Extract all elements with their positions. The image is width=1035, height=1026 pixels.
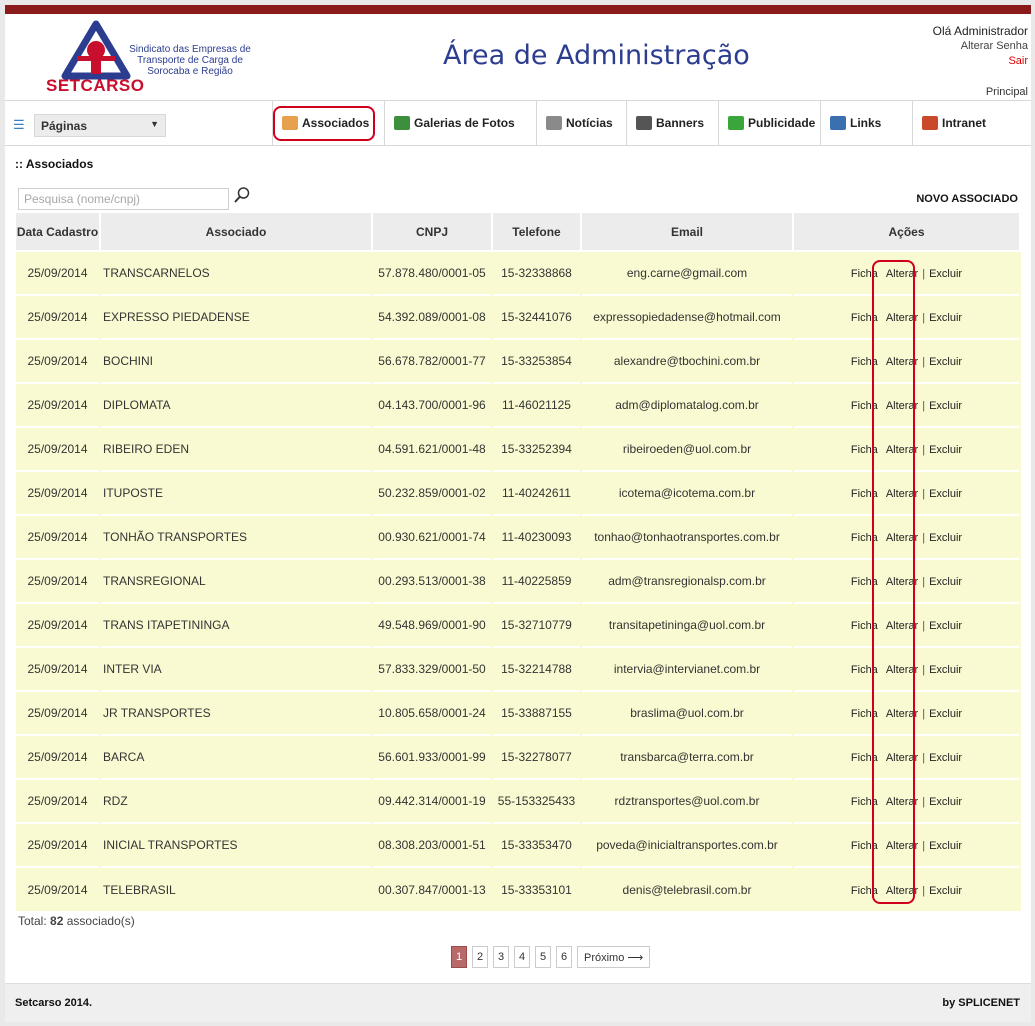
action-separator: | (922, 620, 926, 632)
action-separator: | (922, 444, 926, 456)
cell-phone: 11-40225859 (492, 559, 581, 603)
menu-item-label: Links (850, 116, 882, 130)
cell-date: 25/09/2014 (16, 251, 100, 295)
cell-date: 25/09/2014 (16, 735, 100, 779)
cell-name: INICIAL TRANSPORTES (100, 823, 372, 867)
cell-phone: 15-32338868 (492, 251, 581, 295)
section-title: :: Associados (15, 157, 94, 171)
edit-record-link[interactable]: Alterar (885, 664, 919, 676)
cell-cnpj: 08.308.203/0001-51 (372, 823, 492, 867)
cell-cnpj: 09.442.314/0001-19 (372, 779, 492, 823)
main-nav (5, 100, 1031, 146)
cell-email: braslima@uol.com.br (581, 691, 793, 735)
edit-record-link[interactable]: Alterar (885, 620, 919, 632)
view-record-link[interactable]: Ficha (850, 400, 878, 412)
view-record-link[interactable]: Ficha (850, 752, 878, 764)
delete-record-link[interactable]: Excluir (929, 356, 963, 368)
action-separator: | (922, 884, 926, 897)
menu-item-label: Banners (656, 116, 705, 130)
cell-email: intervia@intervianet.com.br (581, 647, 793, 691)
cell-cnpj: 04.591.621/0001-48 (372, 427, 492, 471)
next-page-button[interactable]: Próximo ⟶ (577, 946, 650, 968)
column-header-email[interactable]: Email (581, 213, 793, 251)
cell-date: 25/09/2014 (16, 515, 100, 559)
cell-phone: 15-32710779 (492, 603, 581, 647)
menu-item-4[interactable] (718, 101, 820, 145)
delete-record-link[interactable]: Excluir (929, 444, 963, 456)
delete-record-link[interactable]: Excluir (929, 884, 963, 897)
page-button-2[interactable]: 2 (472, 946, 488, 968)
search-input[interactable] (18, 188, 229, 210)
cell-name: INTER VIA (100, 647, 372, 691)
logo-mark-icon (61, 20, 131, 80)
column-header-cnpj[interactable]: CNPJ (372, 213, 492, 251)
cell-cnpj: 57.833.329/0001-50 (372, 647, 492, 691)
principal-link[interactable]: Principal (985, 86, 1028, 98)
cell-cnpj: 00.930.621/0001-74 (372, 515, 492, 559)
delete-record-link[interactable]: Excluir (929, 708, 963, 720)
cell-phone: 15-33887155 (492, 691, 581, 735)
cell-phone: 15-33253854 (492, 339, 581, 383)
user-greeting: Olá Administrador (932, 24, 1028, 38)
view-record-link[interactable]: Ficha (850, 620, 878, 632)
cell-cnpj: 49.548.969/0001-90 (372, 603, 492, 647)
cell-phone: 11-40230093 (492, 515, 581, 559)
total-number: 82 (50, 914, 64, 928)
cell-name: TRANSCARNELOS (100, 251, 372, 295)
cell-phone: 15-33353101 (492, 867, 581, 911)
cell-email: ribeiroeden@uol.com.br (581, 427, 793, 471)
table-row (16, 559, 1020, 603)
cell-cnpj: 56.678.782/0001-77 (372, 339, 492, 383)
view-record-link[interactable]: Ficha (850, 576, 878, 588)
pages-dropdown-label: Páginas (41, 119, 88, 133)
delete-record-link[interactable]: Excluir (929, 576, 963, 588)
globe-icon (728, 116, 744, 130)
delete-record-link[interactable]: Excluir (929, 268, 963, 280)
cell-phone: 15-33353470 (492, 823, 581, 867)
active-menu-highlight (273, 106, 375, 141)
cell-phone: 11-46021125 (492, 383, 581, 427)
logo-name: SETCARSO (46, 76, 145, 95)
edit-record-link[interactable]: Alterar (885, 752, 919, 764)
admin-shell (5, 14, 1031, 1022)
table-row (16, 647, 1020, 691)
cell-email: adm@diplomatalog.com.br (581, 383, 793, 427)
table-row (16, 427, 1020, 471)
edit-record-link[interactable]: Alterar (885, 268, 919, 280)
cell-phone: 15-33252394 (492, 427, 581, 471)
setcarso-logo[interactable] (41, 18, 251, 98)
top-bar (5, 5, 1031, 14)
delete-record-link[interactable]: Excluir (929, 488, 963, 500)
edit-record-link[interactable]: Alterar (885, 400, 919, 412)
search-icon[interactable] (233, 186, 251, 204)
logo-subtitle: Sindicato das Empresas de Transporte de Carga de Sorocaba e Região (129, 44, 251, 77)
edit-record-link[interactable]: Alterar (885, 488, 919, 500)
cell-cnpj: 57.878.480/0001-05 (372, 251, 492, 295)
total-count (18, 914, 135, 928)
banner-icon (636, 116, 652, 130)
menu-item-2[interactable] (536, 101, 626, 145)
action-separator: | (922, 356, 926, 368)
cell-name: ITUPOSTE (100, 471, 372, 515)
cell-email: adm@transregionalsp.com.br (581, 559, 793, 603)
cell-email: tonhao@tonhaotransportes.com.br (581, 515, 793, 559)
new-associate-button[interactable]: NOVO ASSOCIADO (916, 193, 1018, 205)
delete-record-link[interactable]: Excluir (929, 664, 963, 676)
view-record-link[interactable]: Ficha (850, 312, 878, 324)
column-header-name[interactable]: Associado (100, 213, 372, 251)
page-button-3[interactable]: 3 (493, 946, 509, 968)
cell-date: 25/09/2014 (16, 339, 100, 383)
action-separator: | (922, 796, 926, 808)
total-prefix: Total: (18, 914, 47, 928)
page-button-5[interactable]: 5 (535, 946, 551, 968)
edit-record-link[interactable]: Alterar (885, 576, 919, 588)
cell-name: EXPRESSO PIEDADENSE (100, 295, 372, 339)
menu-bar (272, 101, 1022, 145)
pages-dropdown[interactable] (34, 114, 166, 137)
edit-record-link[interactable]: Alterar (885, 312, 919, 324)
column-header-actions: Ações (793, 213, 1020, 251)
user-box (933, 24, 1028, 69)
edit-record-link[interactable]: Alterar (885, 444, 919, 456)
menu-item-3[interactable] (626, 101, 718, 145)
delete-record-link[interactable]: Excluir (929, 752, 963, 764)
cell-date: 25/09/2014 (16, 427, 100, 471)
table-header-row (16, 213, 1020, 251)
action-separator: | (922, 840, 926, 852)
action-separator: | (922, 488, 926, 500)
table-row (16, 603, 1020, 647)
view-record-link[interactable]: Ficha (850, 532, 878, 544)
cell-email: denis@telebrasil.com.br (581, 867, 793, 911)
action-separator: | (922, 312, 926, 324)
edit-record-link[interactable]: Alterar (885, 708, 919, 720)
column-header-date[interactable]: Data Cadastro (16, 213, 100, 251)
cell-email: expressopiedadense@hotmail.com (581, 295, 793, 339)
action-separator: | (922, 752, 926, 764)
table-row (16, 515, 1020, 559)
total-suffix: associado(s) (66, 914, 135, 928)
table-row (16, 339, 1020, 383)
delete-record-link[interactable]: Excluir (929, 840, 963, 852)
action-separator: | (922, 708, 926, 720)
table-row (16, 867, 1020, 911)
delete-record-link[interactable]: Excluir (929, 796, 963, 808)
menu-item-label: Associados (302, 116, 370, 130)
table-row (16, 779, 1020, 823)
cell-name: TONHÃO TRANSPORTES (100, 515, 372, 559)
action-separator: | (922, 532, 926, 544)
menu-item-1[interactable] (384, 101, 536, 145)
footer-copyright: Setcarso 2014. (15, 997, 93, 1009)
photo-gallery-icon (394, 116, 410, 130)
cell-email: icotema@icotema.com.br (581, 471, 793, 515)
view-record-link[interactable]: Ficha (850, 796, 878, 808)
action-separator: | (922, 268, 926, 280)
cell-name: RDZ (100, 779, 372, 823)
edit-record-link[interactable]: Alterar (885, 532, 919, 544)
cell-name: TRANS ITAPETININGA (100, 603, 372, 647)
cell-date: 25/09/2014 (16, 471, 100, 515)
alter-column-highlight (872, 260, 915, 904)
view-record-link[interactable]: Ficha (850, 664, 878, 676)
cell-name: DIPLOMATA (100, 383, 372, 427)
footer-credit[interactable]: by SPLICENET (942, 997, 1020, 1009)
delete-record-link[interactable]: Excluir (929, 312, 963, 324)
edit-record-link[interactable]: Alterar (885, 884, 919, 897)
menu-item-label: Notícias (566, 116, 613, 130)
view-record-link[interactable]: Ficha (850, 444, 878, 456)
associates-table (16, 213, 1021, 911)
cell-date: 25/09/2014 (16, 603, 100, 647)
table-row (16, 823, 1020, 867)
cell-name: BARCA (100, 735, 372, 779)
edit-record-link[interactable]: Alterar (885, 840, 919, 852)
cell-email: rdztransportes@uol.com.br (581, 779, 793, 823)
cell-cnpj: 10.805.658/0001-24 (372, 691, 492, 735)
cell-date: 25/09/2014 (16, 295, 100, 339)
menu-item-label: Intranet (942, 116, 987, 130)
action-separator: | (922, 400, 926, 412)
cell-date: 25/09/2014 (16, 779, 100, 823)
links-icon (830, 116, 846, 130)
table-row (16, 691, 1020, 735)
cell-phone: 15-32441076 (492, 295, 581, 339)
delete-record-link[interactable]: Excluir (929, 620, 963, 632)
page-button-1[interactable]: 1 (451, 946, 467, 968)
cell-date: 25/09/2014 (16, 647, 100, 691)
action-separator: | (922, 576, 926, 588)
cell-date: 25/09/2014 (16, 823, 100, 867)
page-button-4[interactable]: 4 (514, 946, 530, 968)
cell-phone: 55-153325433 (492, 779, 581, 823)
chevron-down-icon: ▼ (150, 119, 159, 129)
menu-item-6[interactable] (912, 101, 1022, 145)
table-row (16, 251, 1020, 295)
column-header-phone[interactable]: Telefone (492, 213, 581, 251)
cell-cnpj: 56.601.933/0001-99 (372, 735, 492, 779)
cell-name: JR TRANSPORTES (100, 691, 372, 735)
logout-link[interactable]: Sair (1008, 55, 1028, 67)
cell-name: TRANSREGIONAL (100, 559, 372, 603)
delete-record-link[interactable]: Excluir (929, 400, 963, 412)
view-record-link[interactable]: Ficha (850, 268, 878, 280)
menu-item-label: Publicidade (748, 116, 816, 130)
pagination (451, 946, 650, 968)
cell-phone: 15-32278077 (492, 735, 581, 779)
cell-date: 25/09/2014 (16, 691, 100, 735)
delete-record-link[interactable]: Excluir (929, 532, 963, 544)
cell-email: poveda@inicialtransportes.com.br (581, 823, 793, 867)
cell-email: transbarca@terra.com.br (581, 735, 793, 779)
cell-date: 25/09/2014 (16, 867, 100, 911)
view-record-link[interactable]: Ficha (850, 488, 878, 500)
footer (5, 983, 1031, 1022)
cell-name: BOCHINI (100, 339, 372, 383)
cell-name: TELEBRASIL (100, 867, 372, 911)
view-record-link[interactable]: Ficha (850, 840, 878, 852)
page-button-6[interactable]: 6 (556, 946, 572, 968)
cell-cnpj: 00.293.513/0001-38 (372, 559, 492, 603)
cell-email: eng.carne@gmail.com (581, 251, 793, 295)
sitemap-icon: ☰ (13, 117, 25, 132)
cell-date: 25/09/2014 (16, 559, 100, 603)
menu-item-5[interactable] (820, 101, 912, 145)
table-row (16, 471, 1020, 515)
view-record-link[interactable]: Ficha (850, 708, 878, 720)
table-row (16, 295, 1020, 339)
cell-cnpj: 04.143.700/0001-96 (372, 383, 492, 427)
table-row (16, 383, 1020, 427)
edit-record-link[interactable]: Alterar (885, 796, 919, 808)
cell-date: 25/09/2014 (16, 383, 100, 427)
cell-cnpj: 00.307.847/0001-13 (372, 867, 492, 911)
cell-email: transitapetininga@uol.com.br (581, 603, 793, 647)
cell-cnpj: 54.392.089/0001-08 (372, 295, 492, 339)
view-record-link[interactable]: Ficha (850, 356, 878, 368)
menu-item-label: Galerias de Fotos (414, 116, 515, 130)
change-password-link[interactable]: Alterar Senha (960, 40, 1028, 52)
cell-name: RIBEIRO EDEN (100, 427, 372, 471)
action-separator: | (922, 664, 926, 676)
cell-email: alexandre@tbochini.com.br (581, 339, 793, 383)
cell-phone: 15-32214788 (492, 647, 581, 691)
cell-phone: 11-40242611 (492, 471, 581, 515)
cell-cnpj: 50.232.859/0001-02 (372, 471, 492, 515)
intranet-icon (922, 116, 938, 130)
table-row (16, 735, 1020, 779)
page-title: Área de Administração (443, 40, 750, 71)
view-record-link[interactable]: Ficha (850, 884, 878, 897)
newspaper-icon (546, 116, 562, 130)
edit-record-link[interactable]: Alterar (885, 356, 919, 368)
